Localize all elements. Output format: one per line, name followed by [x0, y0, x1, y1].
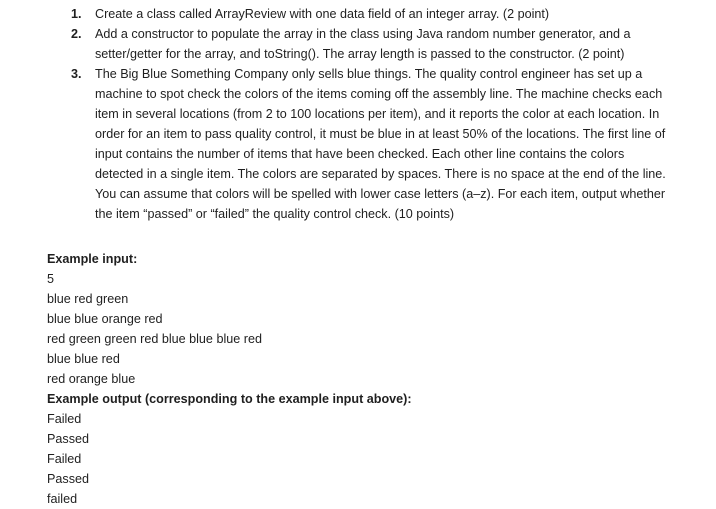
example-output-line: Passed [47, 432, 90, 446]
example-input-line: 5 [47, 272, 55, 286]
example-output-line: failed [47, 492, 78, 506]
task-number: 2. [71, 27, 82, 41]
task-item-3 [0, 64, 716, 224]
example-input-line: red orange blue [47, 372, 136, 386]
task-number: 1. [71, 7, 82, 21]
example-output-line: Passed [47, 472, 90, 486]
task-number: 3. [71, 67, 82, 81]
example-output-line: Failed [47, 412, 82, 426]
example-input-line: blue blue red [47, 352, 120, 366]
example-output-heading: Example output (corresponding to the example input above): [47, 392, 412, 406]
example-input-heading: Example input: [47, 252, 138, 266]
task-item-2 [0, 24, 716, 64]
example-input-line: blue red green [47, 292, 129, 306]
task-text: Add a constructor to populate the array in the class using Java random number generator, and a setter/getter for the array, and toString(). The array length is passed to the constructor. (2 point) [95, 27, 631, 61]
example-input-line: blue blue orange red [47, 312, 163, 326]
task-item-1 [0, 4, 716, 24]
example-output-line: Failed [47, 452, 82, 466]
task-text: Create a class called ArrayReview with one data field of an integer array. (2 point) [95, 7, 550, 21]
task-text: The Big Blue Something Company only sells blue things. The quality control engineer has set up a machine to spot check the colors of the items coming off the assembly line. The machine checks each item in several locations (from 2 to 100 locations per item), and it reports the color at each location. In order for an item to pass quality control, it must be blue in at least 50% of the locations. The first line of input contains the number of items that have been checked. Each other line contains the colors detected in a single item. The colors are separated by spaces. There is no space at the end of the line. You can assume that colors will be spelled with lower case letters (a–z). For each item, output whether the item “passed” or “failed” the quality control check. (10 points) [95, 67, 666, 221]
example-input-line: red green green red blue blue blue red [47, 332, 262, 346]
examples-section [47, 249, 687, 509]
task-list [0, 4, 716, 224]
